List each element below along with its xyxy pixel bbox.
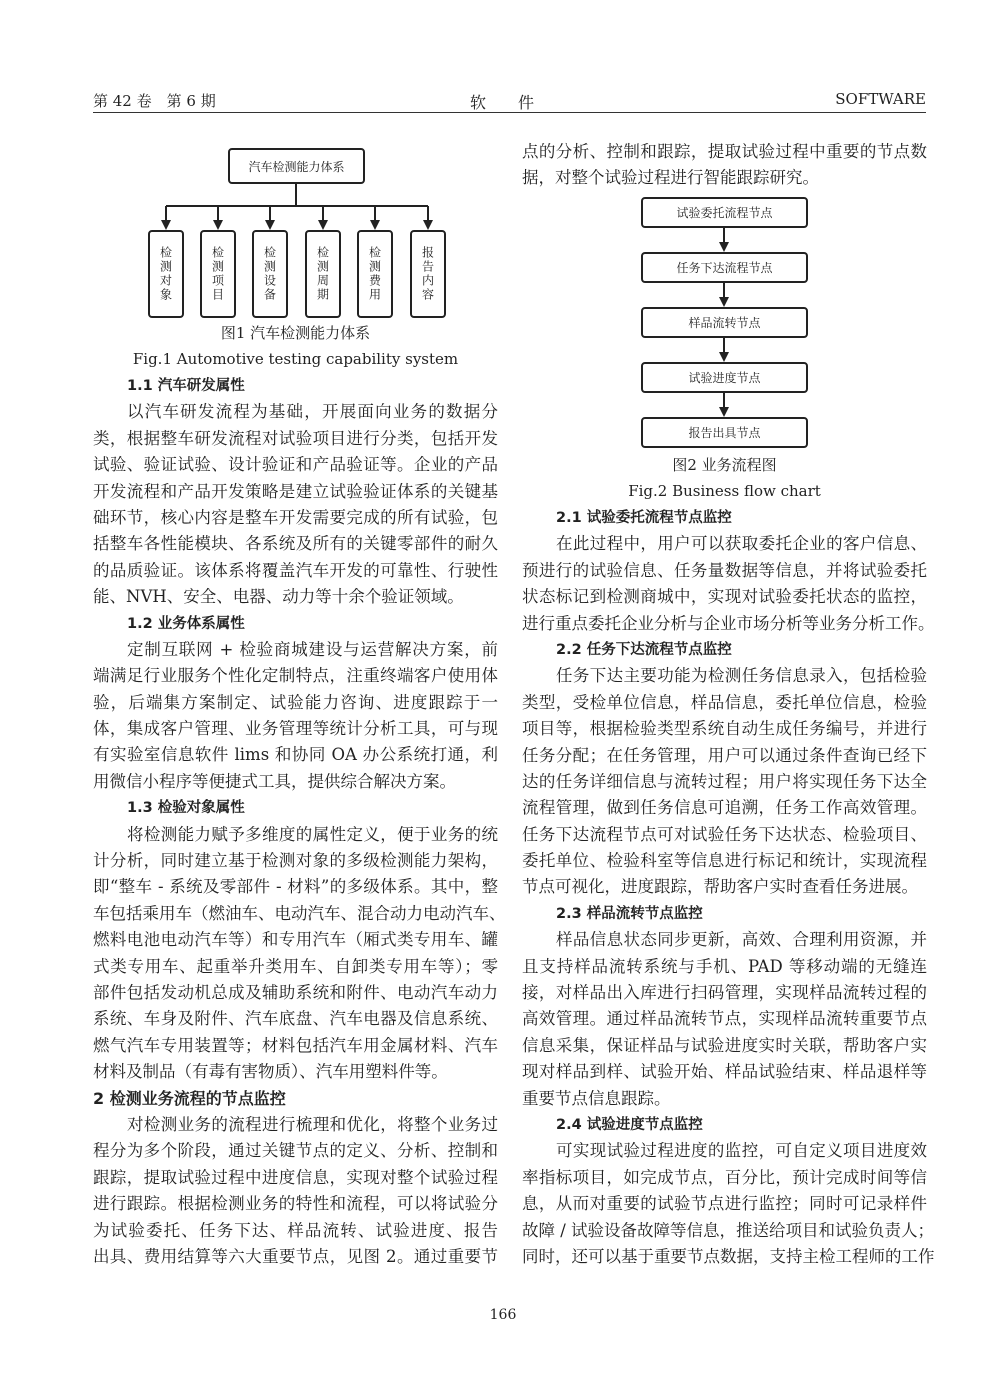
paragraph-line: 出具、费用结算等六大重要节点，见图 2。通过重要节: [93, 1246, 498, 1266]
paragraph-line: 可实现试验过程进度的监控，可自定义项目进度效: [556, 1141, 927, 1161]
paragraph-line: 有实验室信息软件 lims 和协同 OA 办公系统打通，利: [93, 745, 498, 765]
journal-volume-issue: 第 42 卷 第 6 期: [93, 92, 216, 110]
paragraph-line: 息，从而对重要的试验节点进行监控；同时可记录样件: [522, 1194, 927, 1214]
paragraph-line: 达的任务详细信息与流转过程；用户将实现任务下达全: [522, 771, 927, 791]
paragraph-line: 类型，受检单位信息，样品信息，委托单位信息，检验: [522, 692, 927, 712]
paragraph-line: 任务下达流程节点可对试验任务下达状态、检验项目、: [522, 824, 927, 844]
paragraph-line: 故障 / 试验设备故障等信息，推送给项目和试验负责人；: [522, 1220, 935, 1240]
fig1-child-box: 检测对象: [148, 230, 184, 318]
fig1-child-box: 检测周期: [305, 230, 341, 318]
fig2-caption-cn: 图2 业务流程图: [672, 456, 777, 474]
section-heading: 2.2 任务下达流程节点监控: [556, 641, 732, 658]
paragraph-line: 接，对样品出入库进行扫码管理，实现样品流转过程的: [522, 983, 927, 1003]
paragraph-line: 为试验委托、任务下达、样品流转、试验进度、报告: [93, 1220, 498, 1240]
paragraph-line: 在此过程中，用户可以获取委托企业的客户信息、: [556, 534, 927, 554]
paragraph-line: 样品信息状态同步更新，高效、合理利用资源，并: [556, 930, 927, 950]
section-heading: 1.2 业务体系属性: [127, 615, 245, 632]
paragraph-line: 系统、车身及附件、汽车底盘、汽车电器及信息系统、: [93, 1009, 498, 1029]
paragraph-line: 部件包括发动机总成及辅助系统和附件、电动汽车动力: [93, 982, 498, 1002]
paragraph-line: 且支持样品流转系统与手机、PAD 等移动端的无缝连: [522, 956, 927, 976]
right-column-top-text: [522, 139, 927, 192]
paragraph-line: 高效管理。通过样品流转节点，实现样品流转重要节点: [522, 1009, 927, 1029]
section-heading: 2.1 试验委托流程节点监控: [556, 510, 732, 526]
right-column-body: [522, 505, 935, 1270]
paragraph-line: 委托单位、检验科室等信息进行标记和统计，实现流程: [522, 851, 927, 871]
paragraph-line: 跟踪，提取试验过程中进度信息，实现对整个试验过程: [93, 1167, 498, 1187]
paragraph-line: 燃气汽车专用装置等；材料包括汽车用金属材料、汽车: [93, 1035, 498, 1055]
paragraph-line: 计分析，同时建立基于检测对象的多级检测能力架构，: [93, 851, 498, 871]
fig1-caption-en: Fig.1 Automotive testing capability system: [132, 350, 459, 368]
fig1-child-box: 检测费用: [357, 230, 393, 318]
paragraph-line: 程分为多个阶段，通过关键节点的定义、分析、控制和: [93, 1141, 498, 1161]
paragraph-line: 试验、验证试验、设计验证和产品验证等。企业的产品: [93, 455, 498, 475]
paragraph-line: 预进行的试验信息、任务量数据等信息，并将试验委托: [522, 560, 927, 580]
paragraph-line: 项目等，根据检验类型系统自动生成任务编号，并进行: [522, 719, 927, 739]
paragraph-line: 燃料电池电动汽车等）和专用汽车（厢式类专用车、罐: [93, 930, 498, 950]
paragraph-line: 任务下达主要功能为检测任务信息录入，包括检验: [556, 666, 927, 686]
paragraph-line: 据，对整个试验过程进行智能跟踪研究。: [522, 168, 819, 188]
paragraph-line: 进行重点委托企业分析与企业市场分析等业务分析工作。: [522, 613, 935, 633]
paragraph-line: 用微信小程序等便捷式工具，提供综合解决方案。: [93, 771, 456, 791]
fig2-step-box: 报告出具节点: [641, 417, 808, 448]
paragraph-line: 流程管理，做到任务信息可追溯，任务工作高效管理。: [522, 798, 927, 818]
paragraph-line: 任务分配；在任务管理，用户可以通过条件查询已经下: [522, 745, 927, 765]
section-heading: 1.3 检验对象属性: [127, 800, 245, 817]
paragraph-line: 础环节，核心内容是整车开发需要完成的所有试验，包: [93, 507, 498, 527]
paragraph-line: 现对样品到样、试验开始、样品试验结束、样品退样等: [522, 1062, 927, 1082]
section-heading: 2.3 样品流转节点监控: [556, 905, 703, 922]
fig1-child-box: 报告内容: [410, 230, 446, 318]
fig1-root-box: 汽车检测能力体系: [228, 148, 365, 184]
paragraph-line: 重要节点信息跟踪。: [522, 1088, 671, 1108]
paragraph-line: 即“整车 - 系统及零部件 - 材料”的多级体系。其中，整: [93, 877, 498, 897]
journal-name-en: SOFTWARE: [835, 90, 926, 108]
paragraph-line: 开发流程和产品开发策略是建立试验验证体系的关键基: [93, 481, 498, 501]
paragraph-line: 材料及制品（有毒有害物质）、汽车用塑料件等。: [93, 1062, 448, 1082]
paragraph-line: 信息采集，保证样品与试验进度实时关联，帮助客户实: [522, 1035, 927, 1055]
fig2-step-box: 试验委托流程节点: [641, 197, 808, 228]
fig1-caption-cn: 图1 汽车检测能力体系: [220, 324, 371, 342]
fig1-child-box: 检测设备: [252, 230, 288, 318]
paragraph-line: 车包括乘用车（燃油车、电动汽车、混合动力电动汽车、: [93, 903, 506, 923]
paragraph-line: 括整车各性能模块、各系统及所有的关键零部件的耐久: [93, 534, 498, 554]
fig2-step-box: 试验进度节点: [641, 362, 808, 393]
left-column-body: [93, 373, 506, 1270]
paragraph-line: 进行跟踪。根据检测业务的特性和流程，可以将试验分: [93, 1194, 498, 1214]
paragraph-line: 定制互联网 + 检验商城建设与运营解决方案，前: [127, 639, 498, 659]
paragraph-line: 的品质验证。该体系将覆盖汽车开发的可靠性、行驶性: [93, 560, 498, 580]
fig2-step-box: 任务下达流程节点: [641, 252, 808, 283]
paragraph-line: 能、NVH、安全、电器、动力等十余个验证领域。: [93, 587, 464, 607]
paragraph-line: 端满足行业服务个性化定制特点，注重终端客户使用体: [93, 666, 498, 686]
paragraph-line: 点的分析、控制和跟踪，提取试验过程中重要的节点数: [522, 142, 927, 161]
section-heading: 2.4 试验进度节点监控: [556, 1116, 703, 1133]
paragraph-line: 对检测业务的流程进行梳理和优化，将整个业务过: [127, 1114, 498, 1134]
paragraph-line: 类，根据整车研发流程对试验项目进行分类，包括开发: [93, 428, 498, 448]
paragraph-line: 状态标记到检测商城中，实现对试验委托状态的监控，: [522, 587, 927, 607]
page-number: 166: [489, 1307, 517, 1323]
fig2-caption-en: Fig.2 Business flow chart: [628, 482, 821, 500]
paragraph-line: 节点可视化，进度跟踪，帮助客户实时查看任务进展。: [522, 877, 918, 897]
journal-title: 软 件: [470, 93, 535, 112]
chapter-heading: 2 检测业务流程的节点监控: [93, 1088, 286, 1108]
paragraph-line: 以汽车研发流程为基础，开展面向业务的数据分: [127, 402, 498, 422]
paragraph-line: 体，集成客户管理、业务管理等统计分析工具，可与现: [93, 719, 498, 739]
paragraph-line: 同时，还可以基于重要节点数据，支持主检工程师的工作: [522, 1246, 935, 1266]
paragraph-line: 率指标项目，如完成节点，百分比，预计完成时间等信: [522, 1167, 927, 1187]
paragraph-line: 式类专用车、起重举升类用车、自卸类专用车等）；零: [93, 956, 498, 976]
paragraph-line: 验，后端集方案制定、试验能力咨询、进度跟踪于一: [93, 692, 498, 712]
section-heading: 1.1 汽车研发属性: [127, 378, 245, 394]
fig1-child-box: 检测项目: [200, 230, 236, 318]
fig2-step-box: 样品流转节点: [641, 307, 808, 338]
paragraph-line: 将检测能力赋予多维度的属性定义，便于业务的统: [127, 824, 498, 844]
